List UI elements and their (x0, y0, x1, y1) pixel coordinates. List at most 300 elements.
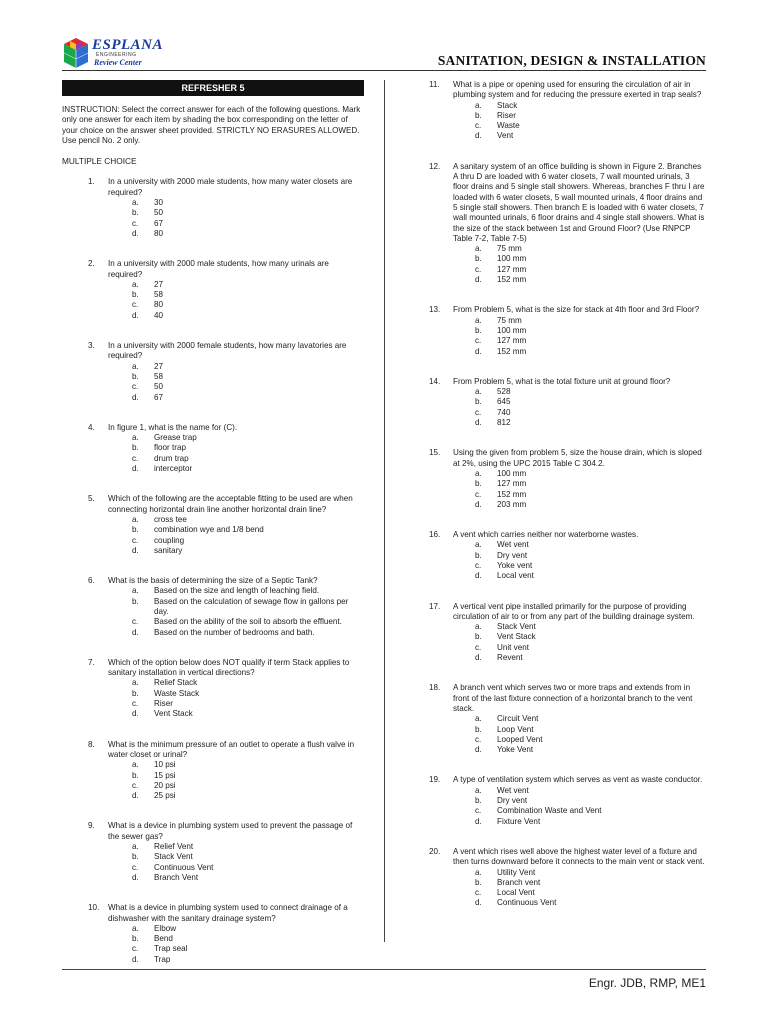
choice-list (425, 244, 707, 285)
answer-choice (425, 878, 707, 888)
answer-choice (425, 408, 707, 418)
choice-text: Vent Stack (154, 709, 193, 719)
choice-letter: b. (132, 934, 139, 944)
answer-choice (425, 336, 707, 346)
choice-letter: a. (475, 867, 482, 877)
logo-subtitle: ENGINEERING (96, 52, 137, 58)
choice-text: Unit vent (497, 642, 529, 652)
choice-text: 67 (154, 218, 164, 228)
question-item (425, 847, 707, 909)
right-column (425, 80, 707, 909)
answer-choice (425, 643, 707, 653)
question-text: A branch vent which serves two or more traps and extends from in front of the last fixture connection of a horizontal branch to the vent stack. (453, 683, 693, 713)
choice-letter: b. (475, 254, 482, 264)
choice-text: 50 (154, 208, 164, 218)
answer-choice (62, 229, 364, 239)
choice-text: Stack (497, 100, 518, 110)
choice-letter: d. (132, 310, 139, 320)
choice-text: Trap (154, 954, 171, 964)
answer-choice (62, 311, 364, 321)
question-row (62, 423, 364, 433)
choice-text: 740 (497, 407, 511, 417)
choice-text: Riser (154, 699, 173, 709)
answer-choice (425, 540, 707, 550)
choice-text: 203 mm (497, 499, 527, 509)
choice-text: Vent Stack (497, 632, 536, 642)
cube-logo-icon (62, 36, 90, 70)
question-item (425, 775, 707, 826)
footer-author: Engr. JDB, RMP, ME1 (588, 976, 706, 990)
choice-text: 75 mm (497, 244, 522, 254)
logo-review-center: Review Center (94, 58, 142, 67)
question-item (425, 530, 707, 581)
choice-text: 25 psi (154, 791, 176, 801)
question-text: A vertical vent pipe installed primarily for the purpose of providing circulation of air to or from any part of the building drainage system. (453, 601, 695, 621)
choice-text: Dry vent (497, 796, 528, 806)
question-row (62, 494, 364, 515)
question-number: 14. (429, 376, 441, 386)
answer-choice (62, 852, 364, 862)
left-question-list (62, 177, 364, 965)
question-text: A type of ventilation system which serves as vent as waste conductor. (453, 775, 703, 785)
choice-text: Utility Vent (497, 867, 536, 877)
choice-letter: b. (475, 724, 482, 734)
choice-letter: a. (475, 785, 482, 795)
choice-text: 100 mm (497, 468, 527, 478)
choice-letter: d. (475, 745, 482, 755)
answer-choice (62, 863, 364, 873)
choice-letter: c. (475, 888, 482, 898)
question-number: 20. (429, 846, 441, 856)
answer-choice (62, 208, 364, 218)
choice-letter: d. (132, 709, 139, 719)
question-row (62, 576, 364, 586)
question-row (425, 530, 707, 540)
choice-letter: b. (132, 770, 139, 780)
answer-choice (62, 290, 364, 300)
choice-letter: c. (475, 121, 482, 131)
answer-choice (425, 571, 707, 581)
answer-choice (425, 121, 707, 131)
choice-letter: d. (132, 464, 139, 474)
column-divider (384, 80, 385, 942)
question-row (62, 658, 364, 679)
answer-choice (62, 791, 364, 801)
header-divider (62, 70, 706, 71)
choice-letter: a. (132, 279, 139, 289)
question-text: From Problem 5, what is the total fixture unit at ground floor? (453, 376, 671, 386)
answer-choice (62, 454, 364, 464)
answer-choice (62, 433, 364, 443)
choice-text: Trap seal (154, 944, 188, 954)
choice-letter: a. (132, 842, 139, 852)
answer-choice (425, 500, 707, 510)
choice-letter: c. (132, 944, 139, 954)
choice-text: Branch Vent (154, 872, 199, 882)
question-item (425, 602, 707, 664)
answer-choice (62, 362, 364, 372)
choice-text: Waste (497, 121, 520, 131)
question-text: From Problem 5, what is the size for stack at 4th floor and 3rd Floor? (453, 305, 700, 315)
choice-letter: d. (132, 627, 139, 637)
question-row (62, 259, 364, 280)
choice-list (425, 316, 707, 357)
answer-choice (62, 300, 364, 310)
answer-choice (425, 725, 707, 735)
question-row (62, 903, 364, 924)
question-item (62, 341, 364, 403)
question-text: Which of the following are the acceptable fitting to be used are when connecting horizontal drain line another horizontal drain line? (108, 494, 353, 514)
choice-list (62, 842, 364, 883)
choice-letter: a. (475, 714, 482, 724)
question-text: What is a pipe or opening used for ensuring the circulation of air in plumbing system and for reducing the pressure exerted in trap seals? (453, 80, 702, 100)
answer-choice (425, 265, 707, 275)
question-item (62, 494, 364, 556)
choice-text: 58 (154, 371, 164, 381)
choice-text: Continuous Vent (154, 862, 214, 872)
choice-letter: d. (475, 346, 482, 356)
choice-text: Stack Vent (154, 852, 193, 862)
choice-text: Local Vent (497, 888, 535, 898)
question-number: 11. (429, 80, 440, 89)
choice-list (62, 678, 364, 719)
question-number: 4. (88, 422, 95, 432)
choice-letter: d. (132, 872, 139, 882)
choice-text: 127 mm (497, 336, 527, 346)
answer-choice (425, 479, 707, 489)
choice-letter: b. (132, 208, 139, 218)
choice-text: 75 mm (497, 315, 522, 325)
question-row (425, 448, 707, 469)
choice-text: Wet vent (497, 785, 529, 795)
choice-list (425, 387, 707, 428)
question-text: What is the basis of determining the size of a Septic Tank? (108, 576, 318, 586)
choice-letter: a. (132, 361, 139, 371)
choice-text: 27 (154, 361, 164, 371)
choice-text: Based on the size and length of leaching field. (154, 586, 320, 596)
choice-letter: c. (132, 382, 139, 392)
choice-letter: b. (475, 632, 482, 642)
choice-text: 20 psi (154, 780, 176, 790)
answer-choice (425, 868, 707, 878)
question-text: In a university with 2000 male students, how many urinals are required? (108, 259, 329, 279)
question-number: 17. (429, 601, 441, 611)
choice-letter: b. (475, 550, 482, 560)
choice-letter: c. (475, 806, 482, 816)
answer-choice (62, 443, 364, 453)
choice-text: sanitary (154, 545, 183, 555)
question-row (425, 80, 707, 101)
question-number: 2. (88, 259, 95, 269)
question-item (425, 80, 707, 142)
choice-letter: d. (475, 418, 482, 428)
choice-list (425, 714, 707, 755)
question-text: A vent which carries neither nor waterborne wastes. (453, 530, 639, 540)
choice-letter: b. (475, 110, 482, 120)
choice-letter: c. (132, 218, 139, 228)
answer-choice (425, 622, 707, 632)
choice-text: 812 (497, 418, 511, 428)
choice-list (62, 924, 364, 965)
choice-letter: b. (132, 525, 139, 535)
choice-letter: d. (475, 275, 482, 285)
choice-list (62, 280, 364, 321)
answer-choice (425, 561, 707, 571)
answer-choice (425, 397, 707, 407)
page-title: SANITATION, DESIGN & INSTALLATION (437, 53, 706, 68)
choice-letter: c. (475, 336, 482, 346)
answer-choice (62, 525, 364, 535)
choice-letter: c. (475, 734, 482, 744)
choice-text: Yoke vent (497, 560, 533, 570)
choice-text: 152 mm (497, 489, 527, 499)
logo (62, 36, 168, 70)
choice-text: drum trap (154, 453, 189, 463)
question-item (62, 821, 364, 883)
answer-choice (425, 254, 707, 264)
answer-choice (62, 760, 364, 770)
choice-text: 127 mm (497, 264, 527, 274)
answer-choice (62, 842, 364, 852)
question-text: What is a device in plumbing system used to prevent the passage of the sewer gas? (108, 821, 353, 841)
answer-choice (425, 735, 707, 745)
choice-letter: d. (475, 898, 482, 908)
choice-text: Based on the ability of the soil to absorb the effluent. (154, 617, 342, 627)
choice-letter: b. (475, 325, 482, 335)
choice-text: Relief Vent (154, 842, 194, 852)
choice-text: 152 mm (497, 346, 527, 356)
answer-choice (62, 699, 364, 709)
choice-list (62, 586, 364, 637)
answer-choice (425, 347, 707, 357)
answer-choice (62, 546, 364, 556)
answer-choice (62, 689, 364, 699)
question-number: 18. (429, 683, 441, 693)
choice-text: Waste Stack (154, 688, 200, 698)
choice-letter: c. (475, 407, 482, 417)
question-number: 6. (88, 576, 95, 586)
choice-text: Vent (497, 131, 514, 141)
answer-choice (62, 678, 364, 688)
question-row (425, 847, 707, 868)
answer-choice (62, 393, 364, 403)
question-item (62, 658, 364, 720)
choice-list (62, 760, 364, 801)
choice-letter: a. (475, 244, 482, 254)
choice-text: 100 mm (497, 254, 527, 264)
answer-choice (62, 280, 364, 290)
answer-choice (425, 796, 707, 806)
question-number: 12. (429, 161, 441, 171)
choice-letter: a. (475, 100, 482, 110)
question-text: In a university with 2000 male students, how many water closets are required? (108, 177, 353, 197)
choice-text: Combination Waste and Vent (497, 806, 602, 816)
choice-text: Elbow (154, 923, 177, 933)
choice-letter: d. (475, 499, 482, 509)
question-text: A sanitary system of an office building is shown in Figure 2. Branches A thru D are loaded with 6 water closets, 7 wall mounted urinals, 3 floor drains and 5 single stall showers. Whereas, branches F thru I are loaded with 6 water closets, 5 wall mounted urinals, 4 floor drains and 5 single stall showers. Then branch E is loaded with 6 water closets, 7 wall mounted urinals, 6 floor drains and 4 single stall showers. What is the size of the stack between 1st and Ground Floor? (Use RNPCP Table 7-2, Table 7-5) (453, 161, 705, 243)
choice-letter: d. (475, 653, 482, 663)
choice-letter: c. (132, 780, 139, 790)
question-number: 1. (88, 177, 95, 187)
choice-text: Looped Vent (497, 734, 543, 744)
choice-text: Circuit Vent (497, 714, 539, 724)
choice-letter: d. (475, 571, 482, 581)
question-row (62, 821, 364, 842)
footer-divider (62, 969, 706, 970)
answer-choice (62, 515, 364, 525)
answer-choice (62, 617, 364, 627)
question-number: 13. (429, 305, 441, 315)
choice-list (425, 469, 707, 510)
answer-choice (62, 628, 364, 638)
choice-text: Continuous Vent (497, 898, 557, 908)
answer-choice (62, 586, 364, 596)
choice-letter: b. (132, 443, 139, 453)
question-number: 16. (429, 530, 441, 540)
question-number: 19. (429, 775, 441, 785)
choice-letter: c. (132, 617, 139, 627)
answer-choice (62, 464, 364, 474)
question-row (62, 740, 364, 761)
question-text: In figure 1, what is the name for (C). (108, 422, 238, 432)
choice-letter: d. (132, 392, 139, 402)
choice-list (62, 198, 364, 239)
answer-choice (62, 536, 364, 546)
refresher-title: REFRESHER 5 (62, 80, 364, 96)
answer-choice (425, 817, 707, 827)
choice-letter: d. (475, 816, 482, 826)
question-item (425, 305, 707, 356)
choice-text: 50 (154, 382, 164, 392)
choice-letter: a. (132, 678, 139, 688)
answer-choice (425, 898, 707, 908)
choice-text: 58 (154, 290, 164, 300)
choice-letter: c. (132, 300, 139, 310)
question-number: 3. (88, 341, 95, 351)
choice-letter: a. (475, 468, 482, 478)
choice-text: 27 (154, 279, 164, 289)
section-title: MULTIPLE CHOICE (62, 156, 137, 167)
answer-choice (425, 806, 707, 816)
choice-text: Fixture Vent (497, 816, 541, 826)
choice-text: Grease trap (154, 433, 197, 443)
answer-choice (425, 275, 707, 285)
question-item (425, 683, 707, 755)
choice-letter: c. (132, 862, 139, 872)
choice-text: 100 mm (497, 325, 527, 335)
answer-choice (425, 786, 707, 796)
choice-letter: b. (132, 688, 139, 698)
answer-choice (62, 198, 364, 208)
choice-text: Riser (497, 110, 516, 120)
choice-text: 30 (154, 198, 164, 208)
choice-text: 15 psi (154, 770, 176, 780)
question-number: 15. (429, 448, 441, 458)
choice-letter: a. (132, 923, 139, 933)
answer-choice (62, 924, 364, 934)
answer-choice (62, 771, 364, 781)
answer-choice (62, 934, 364, 944)
answer-choice (62, 597, 364, 618)
choice-text: 67 (154, 392, 164, 402)
choice-list (425, 622, 707, 663)
question-text: In a university with 2000 female students, how many lavatories are required? (108, 341, 347, 361)
choice-text: 127 mm (497, 479, 527, 489)
choice-letter: a. (475, 315, 482, 325)
choice-text: 10 psi (154, 760, 176, 770)
choice-letter: b. (132, 596, 139, 606)
answer-choice (425, 101, 707, 111)
question-number: 7. (88, 657, 95, 667)
question-item (425, 377, 707, 428)
question-row (62, 341, 364, 362)
question-text: What is the minimum pressure of an outlet to operate a flush valve in water closet or urinal? (108, 739, 355, 759)
choice-text: 528 (497, 387, 511, 397)
choice-letter: d. (132, 954, 139, 964)
question-item (62, 576, 364, 638)
choice-list (425, 101, 707, 142)
question-row (425, 377, 707, 387)
answer-choice (425, 632, 707, 642)
answer-choice (62, 372, 364, 382)
logo-brand: ESPLANA (92, 37, 164, 53)
choice-text: Based on the calculation of sewage flow in gallons per day. (154, 596, 349, 616)
choice-text: 152 mm (497, 275, 527, 285)
choice-text: Relief Stack (154, 678, 198, 688)
answer-choice (62, 382, 364, 392)
answer-choice (425, 888, 707, 898)
choice-text: coupling (154, 535, 185, 545)
question-item (62, 903, 364, 965)
question-row (425, 305, 707, 315)
answer-choice (62, 955, 364, 965)
question-row (62, 177, 364, 198)
question-row (425, 602, 707, 623)
choice-letter: a. (132, 760, 139, 770)
choice-letter: c. (475, 489, 482, 499)
answer-choice (62, 709, 364, 719)
question-number: 8. (88, 739, 95, 749)
question-row (425, 162, 707, 244)
choice-list (425, 540, 707, 581)
answer-choice (425, 244, 707, 254)
answer-choice (425, 131, 707, 141)
question-text: Using the given from problem 5, size the house drain, which is sloped at 2%, using the UPC 2015 Table C 304.2. (453, 448, 702, 468)
answer-choice (425, 418, 707, 428)
question-item (425, 162, 707, 286)
choice-list (62, 515, 364, 556)
question-item (62, 740, 364, 802)
question-row (425, 775, 707, 785)
choice-letter: a. (475, 622, 482, 632)
choice-letter: d. (132, 791, 139, 801)
choice-text: Branch vent (497, 877, 541, 887)
question-item (62, 259, 364, 321)
choice-letter: c. (132, 453, 139, 463)
question-number: 9. (88, 821, 95, 831)
choice-text: 80 (154, 300, 164, 310)
choice-letter: c. (132, 535, 139, 545)
choice-letter: c. (475, 560, 482, 570)
choice-letter: b. (475, 796, 482, 806)
choice-text: cross tee (154, 514, 187, 524)
question-number: 5. (88, 494, 95, 504)
choice-text: Loop Vent (497, 724, 534, 734)
choice-text: 80 (154, 228, 164, 238)
question-text: A vent which rises well above the highest water level of a fixture and then turns downward before it connects to the main vent or stack vent. (453, 846, 705, 867)
choice-list (425, 786, 707, 827)
question-item (62, 423, 364, 474)
